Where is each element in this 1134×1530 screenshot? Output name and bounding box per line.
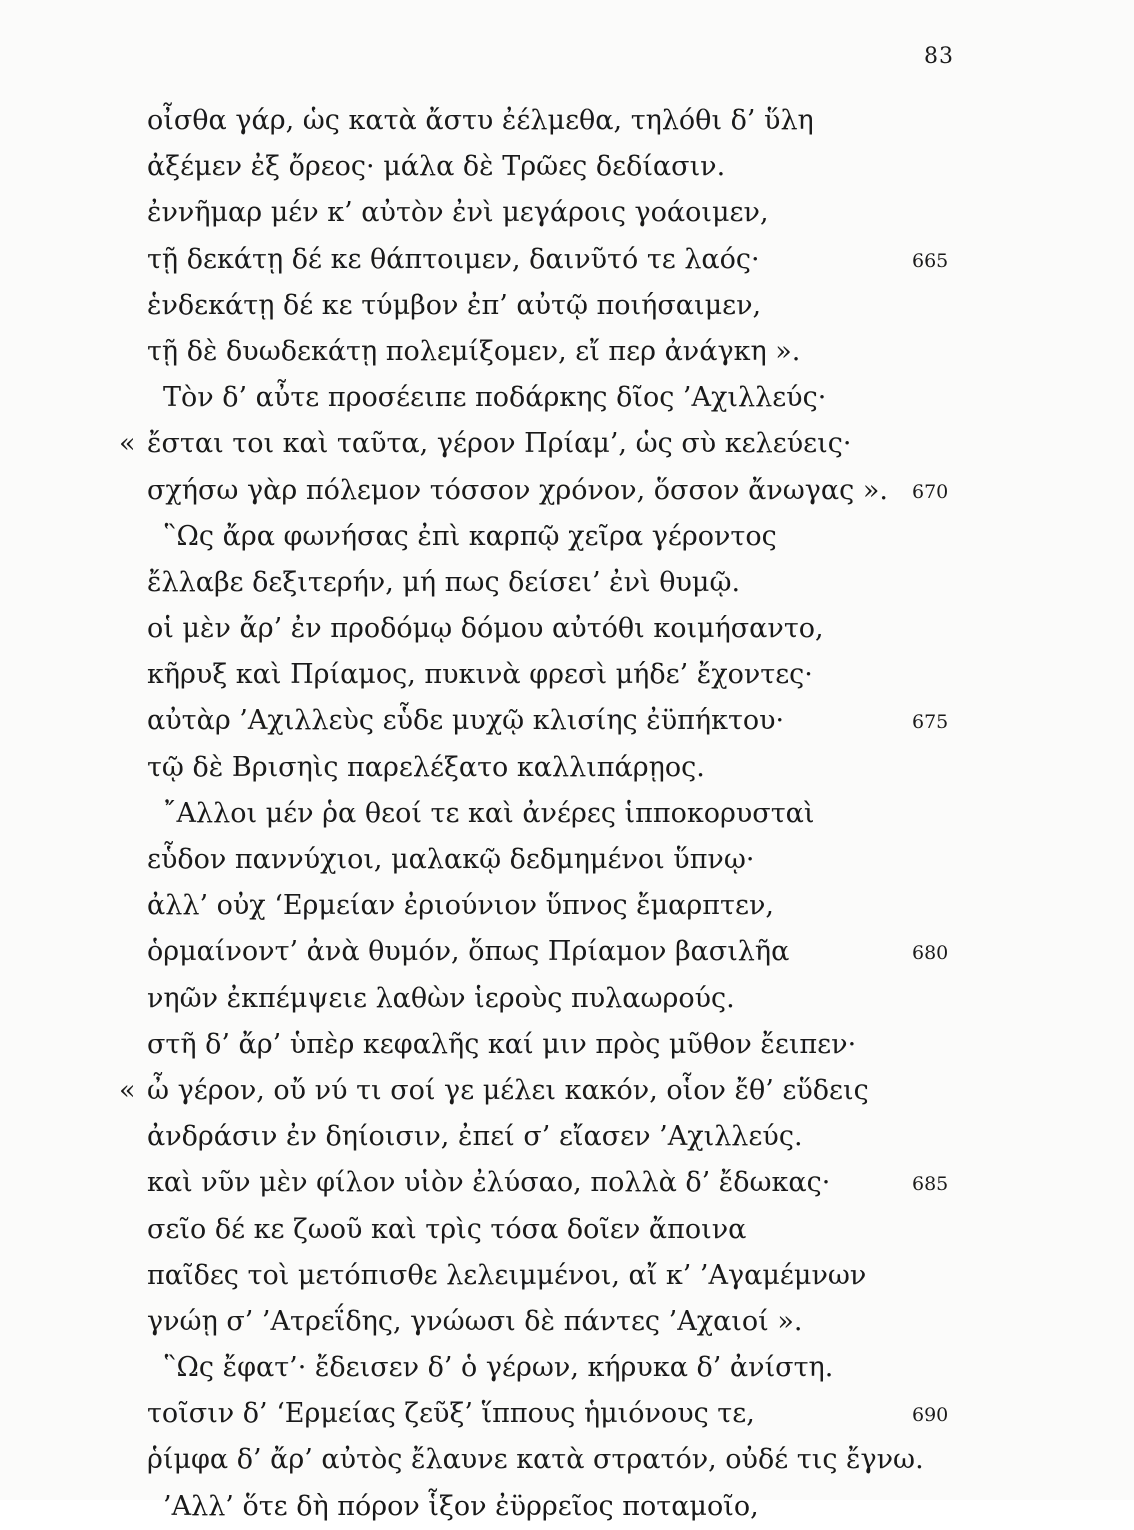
- verse-text: ῥίμφα δ’ ἄρ’ αὐτὸς ἔλαυνε κατὰ στρατόν, οὐδέ τις ἔγνω.: [147, 1444, 924, 1476]
- verse-line: [0, 929, 1134, 975]
- verse-text: παῖδες τοὶ μετόπισθε λελειμμένοι, αἴ κ’ ’Αγαμέμνων: [147, 1259, 867, 1291]
- verse-text: οἶσθα γάρ, ὡς κατὰ ἄστυ ἐέλμεθα, τηλόθι δ’ ὕλη: [147, 105, 814, 136]
- verse-text: ἑνδεκάτῃ δέ κε τύμβον ἐπ’ αὐτῷ ποιήσαιμεν,: [147, 289, 762, 321]
- verse-text: οἱ μὲν ἄρ’ ἐν προδόμῳ δόμου αὐτόθι κοιμήσαντο,: [147, 613, 824, 645]
- verse-line: [0, 329, 1134, 375]
- verse-line: [0, 745, 1134, 791]
- verse-line: [0, 1484, 1134, 1530]
- verse-line: [0, 1253, 1134, 1299]
- verse-text: ἐννῆμαρ μέν κ’ αὐτὸν ἐνὶ μεγάροις γοάοιμεν,: [147, 197, 769, 229]
- line-number: 675: [912, 711, 949, 734]
- line-number: 680: [912, 942, 949, 965]
- opening-quote-mark: «: [119, 1074, 136, 1106]
- verse-line: [0, 1345, 1134, 1391]
- verse-line: [0, 1437, 1134, 1483]
- verse-text: τοῖσιν δ’ ‘Ερμείας ζεῦξ’ ἵππους ἡμιόνους τε,: [147, 1398, 755, 1430]
- line-number: 690: [912, 1404, 949, 1427]
- verse-line: [0, 698, 1134, 744]
- verse-text: σεῖο δέ κε ζωοῦ καὶ τρὶς τόσα δοῖεν ἄποινα: [147, 1213, 747, 1245]
- verse-text: ἀνδράσιν ἐν δηίοισιν, ἐπεί σ’ εἴασεν ’Αχιλλεύς.: [147, 1121, 803, 1153]
- verse-line: [0, 791, 1134, 837]
- verse-line: [0, 514, 1134, 560]
- verse-line: [0, 421, 1134, 467]
- verse-text: τῷ δὲ Βρισηὶς παρελέξατο καλλιπάρῃος.: [147, 751, 705, 783]
- verse-text: ’Αλλ’ ὅτε δὴ πόρον ἷξον ἐϋρρεῖος ποταμοῖο,: [163, 1490, 759, 1522]
- verse-text: εὗδον παννύχιοι, μαλακῷ δεδμημένοι ὕπνῳ·: [147, 844, 755, 875]
- verse-line: [0, 144, 1134, 190]
- line-number: 665: [912, 249, 949, 272]
- verse-line: [0, 1207, 1134, 1253]
- verse-text: τῇ δὲ δυωδεκάτῃ πολεμίξομεν, εἴ περ ἀνάγκη ».: [147, 335, 801, 367]
- verse-line: [0, 976, 1134, 1022]
- verse-line: [0, 1391, 1134, 1437]
- verse-line: [0, 883, 1134, 929]
- verse-text: ἀλλ’ οὐχ ‘Ερμείαν ἐριούνιον ὕπνος ἔμαρπτεν,: [147, 890, 774, 922]
- verse-text: ὁρμαίνοντ’ ἀνὰ θυμόν, ὅπως Πρίαμον βασιλῆα: [147, 936, 790, 968]
- verse-text: σχήσω γὰρ πόλεμον τόσσον χρόνον, ὅσσον ἄνωγας ».: [147, 474, 888, 506]
- verse-text: ῝Ως ἄρα φωνήσας ἐπὶ καρπῷ χεῖρα γέροντος: [163, 520, 777, 552]
- verse-text: ἀξέμεν ἐξ ὄρεος· μάλα δὲ Τρῶες δεδίασιν.: [147, 151, 726, 183]
- verse-text: τῇ δεκάτῃ δέ κε θάπτοιμεν, δαινῦτό τε λαός·: [147, 243, 760, 275]
- verse-line: [0, 283, 1134, 329]
- opening-quote-mark: «: [119, 428, 136, 460]
- verse-line: [0, 237, 1134, 283]
- verse-text: ῎Αλλοι μέν ῥα θεοί τε καὶ ἀνέρες ἱπποκορυσταὶ: [163, 797, 815, 829]
- verse-line: [0, 1068, 1134, 1114]
- verse-line: [0, 1114, 1134, 1160]
- verse-text: γνώῃ σ’ ’Ατρεΐδης, γνώωσι δὲ πάντες ’Αχαιοί ».: [147, 1305, 803, 1337]
- verse-line: [0, 1299, 1134, 1345]
- verse-line: [0, 1160, 1134, 1206]
- verse-text: αὐτὰρ ’Αχιλλεὺς εὗδε μυχῷ κλισίης ἐϋπήκτου·: [147, 705, 785, 737]
- verse-line: [0, 837, 1134, 883]
- verse-line: [0, 468, 1134, 514]
- verse-text: κῆρυξ καὶ Πρίαμος, πυκινὰ φρεσὶ μήδε’ ἔχοντες·: [147, 659, 813, 691]
- verse-text: ὦ γέρον, οὔ νύ τι σοί γε μέλει κακόν, οἷον ἔθ’ εὕδεις: [147, 1074, 869, 1106]
- verse-text: καὶ νῦν μὲν φίλον υἱὸν ἐλύσαο, πολλὰ δ’ ἔδωκας·: [147, 1167, 831, 1199]
- verse-block: [0, 98, 1134, 1530]
- verse-line: [0, 606, 1134, 652]
- page-number: 83: [924, 44, 954, 69]
- verse-text: στῆ δ’ ἄρ’ ὑπὲρ κεφαλῆς καί μιν πρὸς μῦθον ἔειπεν·: [147, 1028, 857, 1060]
- verse-text: Τὸν δ’ αὖτε προσέειπε ποδάρκης δῖος ’Αχιλλεύς·: [163, 382, 827, 414]
- verse-text: ἔλλαβε δεξιτερήν, μή πως δείσει’ ἐνὶ θυμῷ.: [147, 566, 741, 598]
- verse-text: ἔσται τοι καὶ ταῦτα, γέρον Πρίαμ’, ὡς σὺ κελεύεις·: [147, 428, 852, 460]
- verse-line: [0, 190, 1134, 236]
- verse-line: [0, 375, 1134, 421]
- line-number: 670: [912, 480, 949, 503]
- verse-text: νηῶν ἐκπέμψειε λαθὼν ἱεροὺς πυλαωρούς.: [147, 982, 735, 1014]
- verse-line: [0, 652, 1134, 698]
- verse-line: [0, 560, 1134, 606]
- verse-line: [0, 1022, 1134, 1068]
- line-number: 685: [912, 1173, 949, 1196]
- verse-text: ῝Ως ἔφατ’· ἔδεισεν δ’ ὁ γέρων, κήρυκα δ’ ἀνίστη.: [163, 1352, 834, 1384]
- verse-line: [0, 98, 1134, 144]
